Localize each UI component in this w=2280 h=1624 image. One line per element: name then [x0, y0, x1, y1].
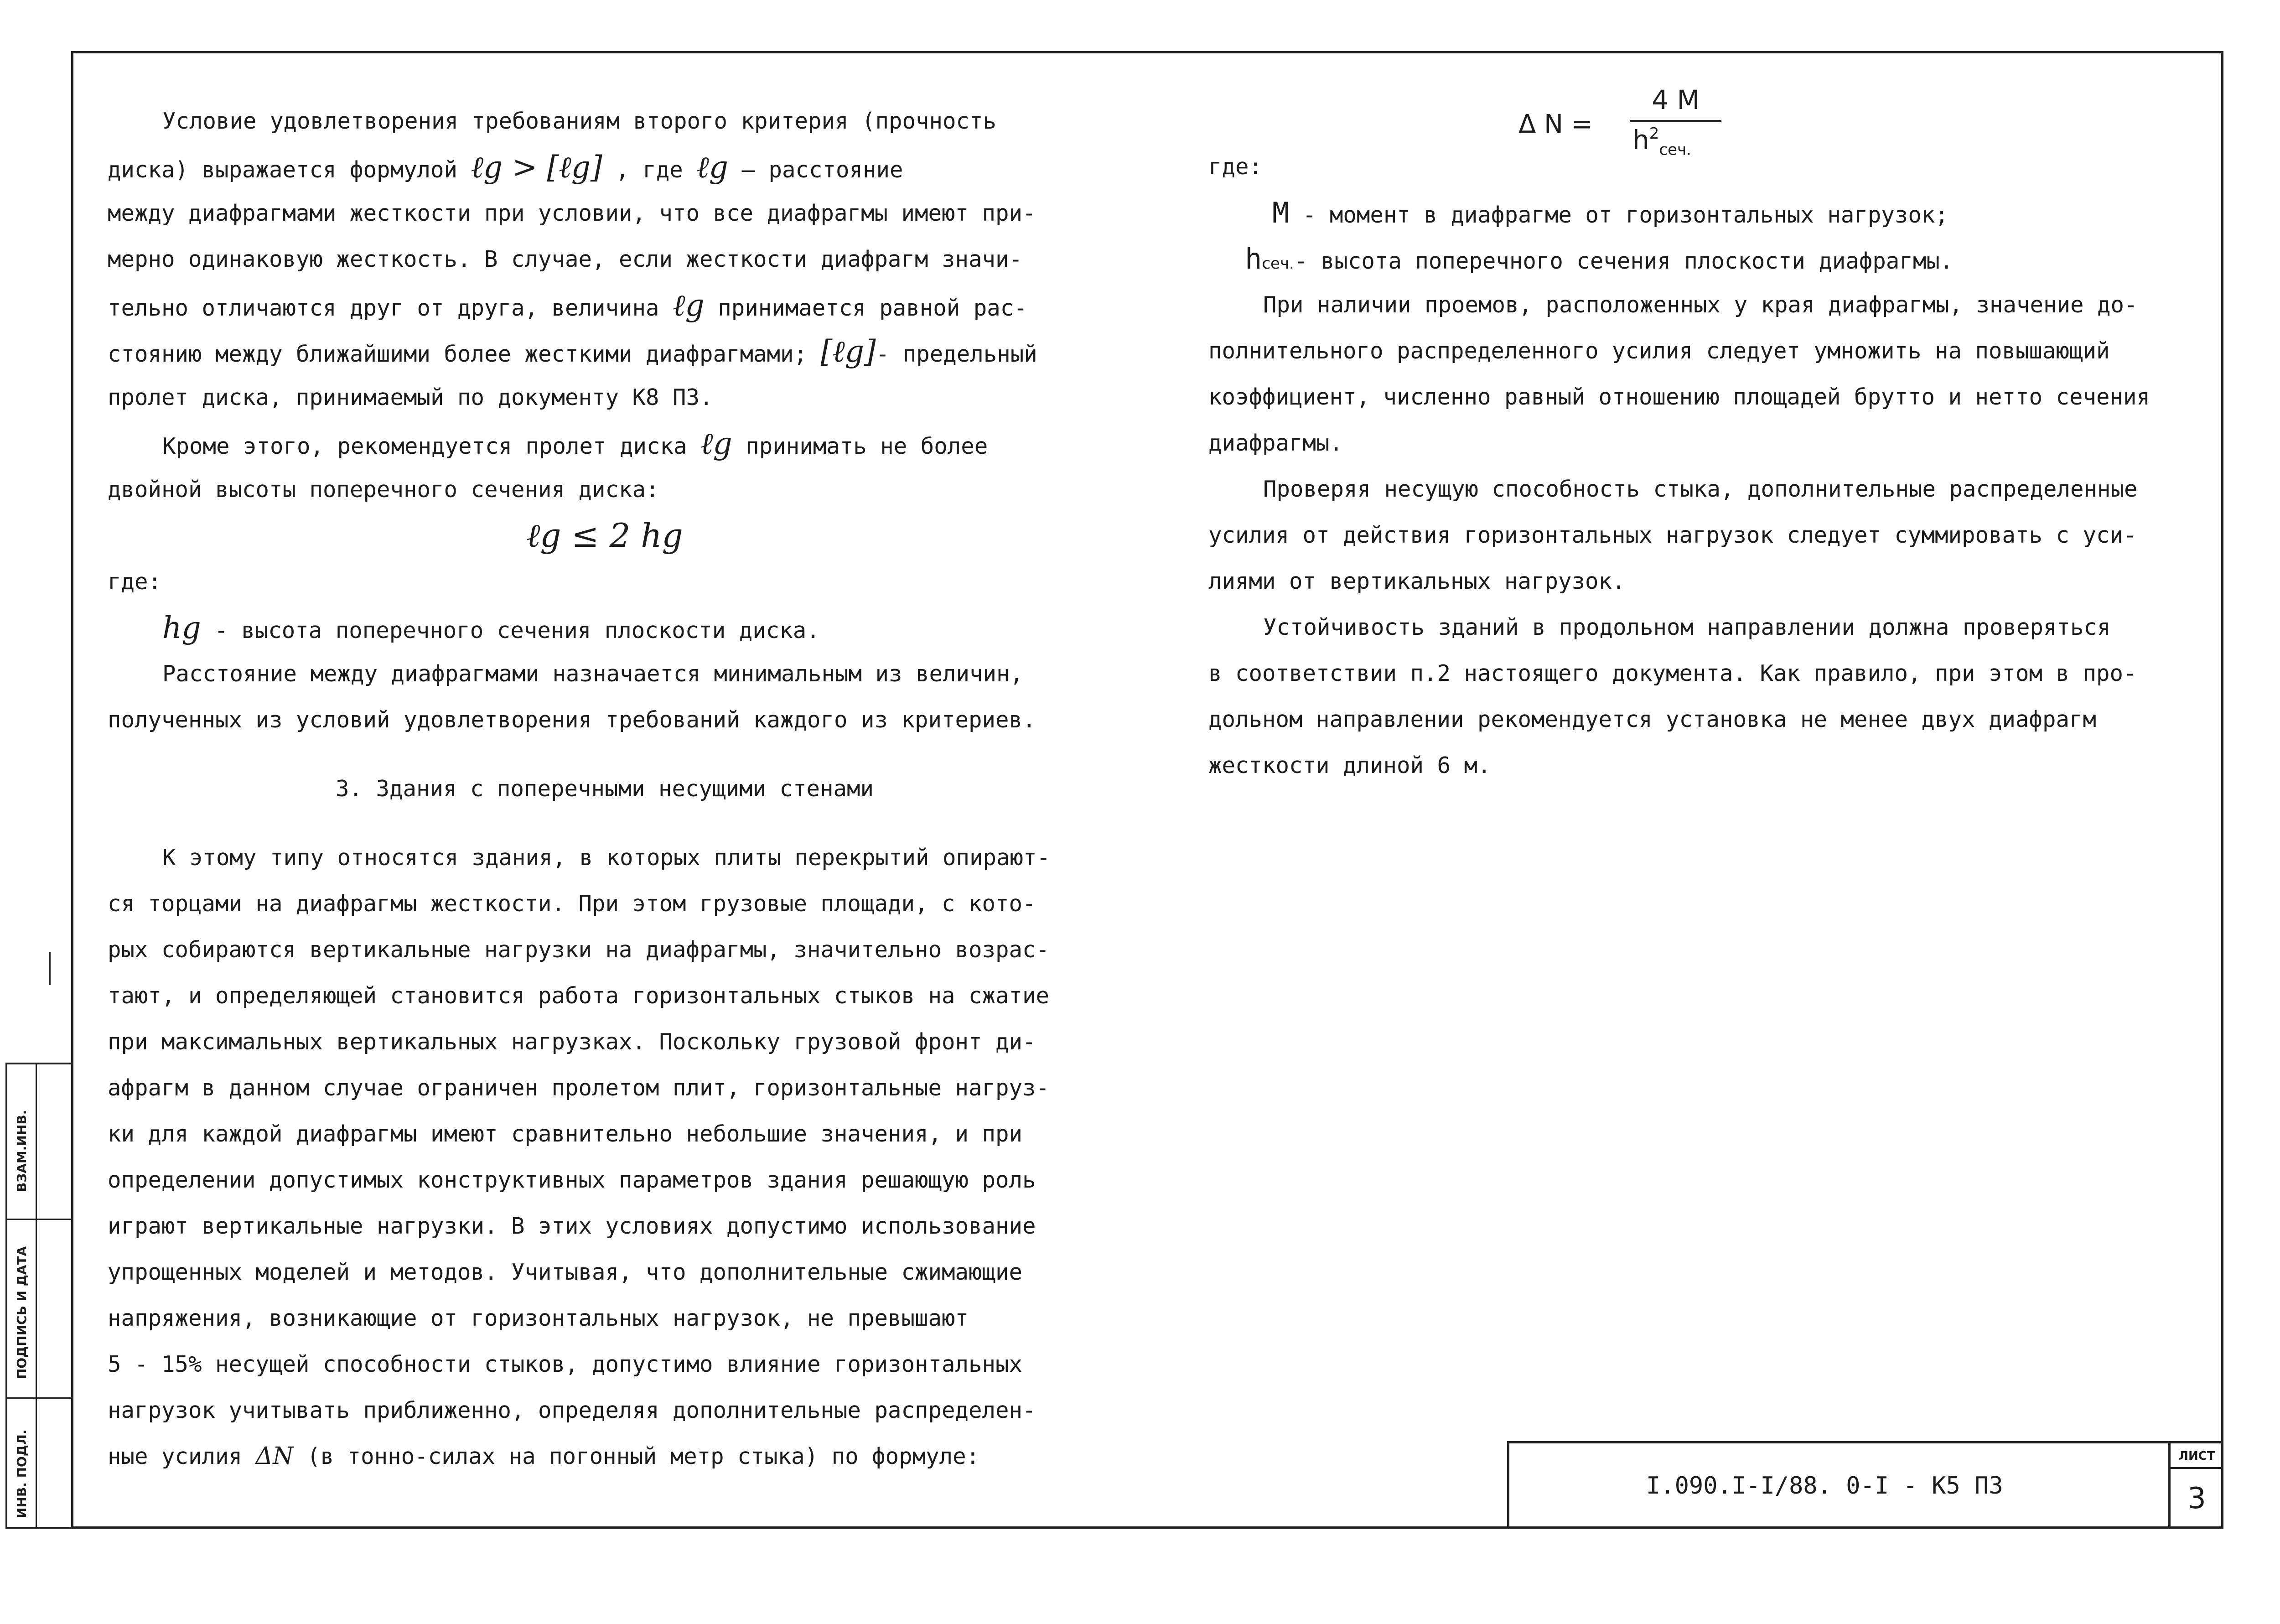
text-line: диафрагмы.	[1208, 430, 1343, 456]
text-line: двойной высоты поперечного сечения диска:	[108, 477, 659, 503]
text-line: афрагм в данном случае ограничен пролетом плит, горизонтальные нагруз-	[108, 1075, 1050, 1101]
text-line: ные усилия ΔN (в тонно-силах на погонный метр стыка) по формуле:	[108, 1442, 980, 1470]
text-line: Расстояние между диафрагмами назначается минимальным из величин,	[162, 661, 1024, 687]
text-line: 5 - 15% несущей способности стыков, допустимо влияние горизонтальных	[108, 1351, 1023, 1377]
section-heading: 3. Здания с поперечными несущими стенами	[335, 776, 874, 802]
binding-mark	[49, 952, 51, 985]
text-line: полученных из условий удовлетворения требований каждого из критериев.	[108, 707, 1036, 733]
text-line: коэффициент, численно равный отношению площадей брутто и нетто сечения	[1208, 384, 2150, 410]
text-line: при максимальных вертикальных нагрузках. Поскольку грузовой фронт ди-	[108, 1029, 1036, 1055]
text-line: определении допустимых конструктивных параметров здания решающую роль	[108, 1167, 1036, 1193]
text-line: диска) выражается формулой ℓg > [ℓg] , где ℓg – расстояние	[108, 150, 903, 185]
text-line: пролет диска, принимаемый по документу К8 ПЗ.	[108, 384, 713, 410]
formula-denominator: $h^2_{сеч.}$	[1632, 125, 1691, 159]
text-line: играют вертикальные нагрузки. В этих условиях допустимо использование	[108, 1213, 1036, 1239]
stamp-divider	[7, 1219, 73, 1220]
stamp-divider	[7, 1397, 73, 1399]
text-line: жесткости длиной 6 м.	[1208, 752, 1491, 778]
formula-span-limit: ℓg ≤ 2 hg	[526, 516, 683, 555]
text-line: упрощенных моделей и методов. Учитывая, что дополнительные сжимающие	[108, 1259, 1023, 1285]
stamp-label-original: ИНВ. ПОДЛ.	[14, 1429, 29, 1518]
right-column	[1208, 144, 2212, 789]
formula-numerator: 4 M	[1652, 84, 1700, 115]
text-line: ки для каждой диафрагмы имеют сравнительно небольшие значения, и при	[108, 1121, 1023, 1147]
text-line: ся торцами на диафрагмы жесткости. При этом грузовые площади, с кото-	[108, 891, 1036, 917]
formula-inline: ℓg > [ℓg]	[471, 150, 602, 185]
text-line: дольном направлении рекомендуется установка не менее двух диафрагм	[1208, 706, 2097, 732]
text-line: Кроме этого, рекомендуется пролет диска ℓg принимать не более	[162, 426, 988, 461]
sheet-label: ЛИСТ	[2171, 1443, 2223, 1469]
text-line: где:	[108, 569, 162, 595]
text-line: К этому типу относятся здания, в которых плиты перекрытий опирают-	[162, 845, 1051, 871]
text-line: в соответствии п.2 настоящего документа. Как правило, при этом в про-	[1208, 660, 2137, 686]
formula-lhs: Δ N =	[1518, 109, 1593, 139]
text-line: мерно одинаковую жесткость. В случае, если жесткости диафрагм значи-	[108, 246, 1023, 272]
stamp-field-column	[36, 1064, 75, 1527]
text-line: тают, и определяющей становится работа горизонтальных стыков на сжатие	[108, 983, 1050, 1009]
text-line: Условие удовлетворения требованиям второго критерия (прочность	[162, 108, 997, 134]
title-block	[1507, 1441, 2223, 1529]
text-line: M - момент в диафрагме от горизонтальных нагрузок;	[1272, 196, 1948, 229]
left-column	[108, 98, 1102, 1479]
fraction-bar	[1630, 120, 1721, 122]
text-line: стоянию между ближайшими более жесткими диафрагмами; [ℓg]- предельный	[108, 334, 1037, 369]
text-line: где:	[1208, 154, 1263, 180]
sheet-cell	[2168, 1443, 2223, 1529]
text-line: напряжения, возникающие от горизонтальных нагрузок, не превышают	[108, 1305, 969, 1331]
text-line: Устойчивость зданий в продольном направлении должна проверяться	[1263, 614, 2111, 640]
text-line: лиями от вертикальных нагрузок.	[1208, 568, 1626, 594]
sheet-number: 3	[2187, 1482, 2206, 1515]
document-code: I.090.I-I/88. 0-I - К5 ПЗ	[1646, 1472, 2003, 1499]
stamp-label-signature: ПОДПИСЬ И ДАТА	[14, 1246, 29, 1379]
text-line: hсеч.- высота поперечного сечения плоскости диафрагмы.	[1245, 242, 1954, 275]
side-stamp	[5, 1063, 73, 1529]
stamp-label-replacement: ВЗАМ.ИНВ.	[14, 1110, 29, 1192]
text-line: между диафрагмами жесткости при условии, что все диафрагмы имеют при-	[108, 200, 1036, 226]
text-line: полнительного распределенного усилия следует умножить на повышающий	[1208, 338, 2110, 364]
text-line: усилия от действия горизонтальных нагрузок следует суммировать с уси-	[1208, 522, 2137, 548]
text-line: нагрузок учитывать приближенно, определяя дополнительные распределен-	[108, 1397, 1036, 1423]
text-line: рых собираются вертикальные нагрузки на диафрагмы, значительно возрас-	[108, 937, 1050, 963]
text-line: Проверяя несущую способность стыка, дополнительные распределенные	[1263, 476, 2138, 502]
text-line: тельно отличаются друг от друга, величина ℓg принимается равной рас-	[108, 288, 1027, 323]
text-line: При наличии проемов, расположенных у края диафрагмы, значение до-	[1263, 292, 2138, 318]
text-line: hg - высота поперечного сечения плоскости диска.	[162, 610, 820, 645]
